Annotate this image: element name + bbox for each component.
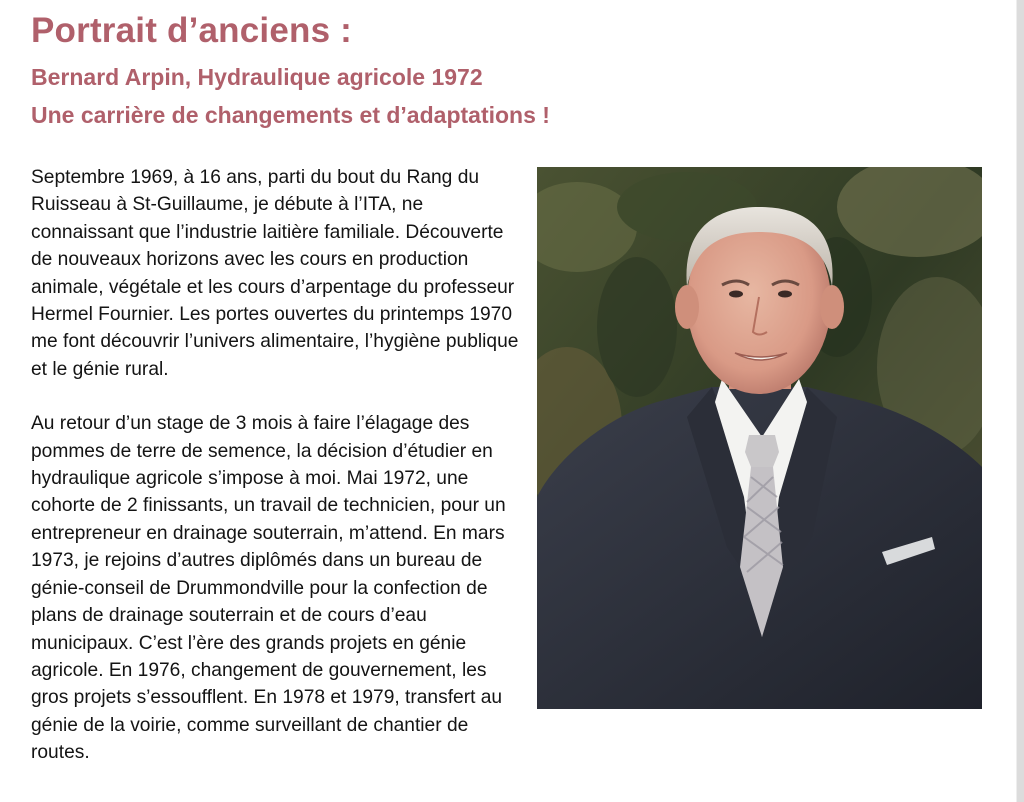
portrait-photo — [537, 167, 982, 709]
paragraph-1: Septembre 1969, à 16 ans, parti du bout du Rang du Ruisseau à St-Guillaume, je débute à l’ITA, ne connaissant que l’industrie laitière familiale. Découverte de nouveaux horizons avec les cours en production animale, végétale et les cours d’arpentage du professeur Hermel Fournier. Les portes ouvertes du printemps 1970 me font découvrir l’univers alimentaire, l’hygiène publique et le génie rural. — [31, 167, 519, 380]
article-subtitle-tagline: Une carrière de changements et d’adaptations ! — [31, 102, 550, 128]
page-frame-border — [1017, 0, 1024, 802]
paragraph-2: Au retour d’un stage de 3 mois à faire l’élagage des pommes de terre de semence, la décision d’étudier en hydraulique agricole s’impose à moi. Mai 1972, une cohorte de 2 finissants, un travail de technicien, pour un entrepreneur en drainage souterrain, m’attend. En mars 1973, je rejoins d’autres diplômés dans un bureau de génie-conseil de Drummondville pour la confection de plans de drainage souterrain et de cours d’eau municipaux. C’est l’ère des grands projets en génie agricole. En 1976, changement de gouvernement, les gros projets s’essoufflent. En 1978 et 1979, transfert au génie de la voirie, comme surveillant de chantier de routes. — [31, 413, 506, 764]
article-subtitle-name: Bernard Arpin, Hydraulique agricole 1972 — [31, 64, 483, 90]
article-body — [31, 164, 1006, 767]
page-title: Portrait d’anciens : — [31, 11, 353, 50]
article-header — [31, 8, 550, 134]
